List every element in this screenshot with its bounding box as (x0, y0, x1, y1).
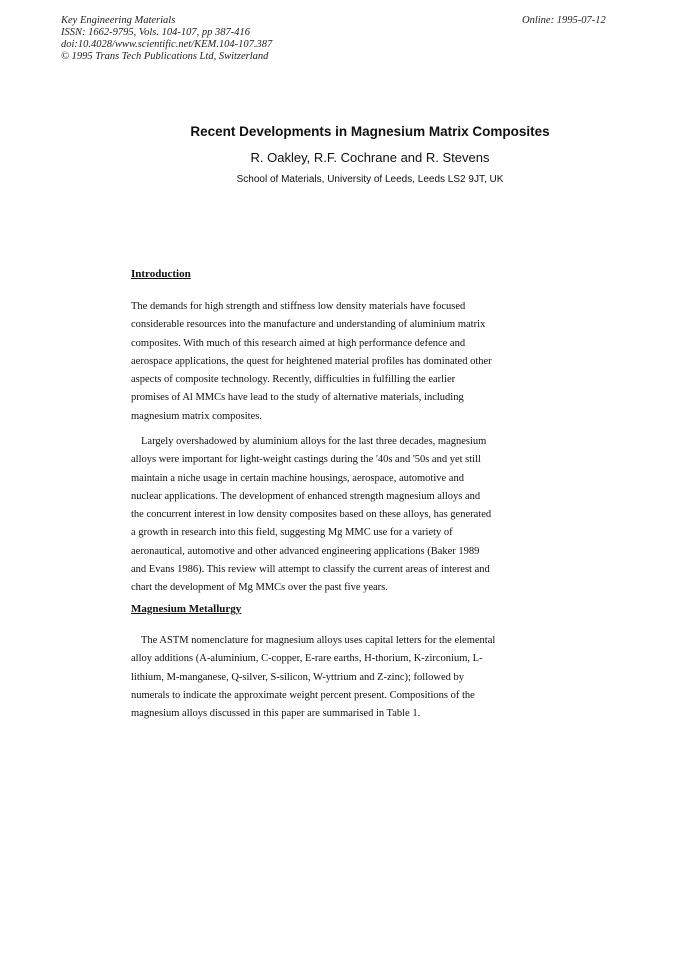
metallurgy-paragraph-1 (131, 632, 521, 723)
journal-name: Key Engineering Materials (61, 15, 176, 26)
text-line: chart the development of Mg MMCs over the past five years. (131, 582, 388, 594)
text-line: and Evans 1986). This review will attempt to classify the current areas of interest and (131, 564, 490, 576)
paper-title: Recent Developments in Magnesium Matrix Composites (190, 124, 550, 139)
text-line: a growth in research into this field, suggesting Mg MMC use for a variety of (131, 527, 453, 539)
journal-header (61, 15, 272, 63)
text-line: Largely overshadowed by aluminium alloys for the last three decades, magnesium (141, 436, 487, 447)
journal-copyright: © 1995 Trans Tech Publications Ltd, Switzerland (61, 51, 269, 62)
text-line: alloy additions (A-aluminium, C-copper, E-rare earths, H-thorium, K-zirconium, L- (131, 653, 483, 665)
text-line: numerals to indicate the approximate weight percent present. Compositions of the (131, 689, 475, 701)
text-line: magnesium alloys discussed in this paper are summarised in Table 1. (131, 708, 421, 720)
journal-issn: ISSN: 1662-9795, Vols. 104-107, pp 387-416 (61, 27, 250, 38)
text-line: magnesium matrix composites. (131, 410, 262, 422)
intro-paragraph-1 (131, 298, 521, 426)
text-line: considerable resources into the manufacture and understanding of aluminium matrix (131, 319, 486, 331)
section-heading-introduction: Introduction (131, 268, 191, 280)
journal-doi: doi:10.4028/www.scientific.net/KEM.104-107.387 (61, 39, 273, 50)
paper-affiliation: School of Materials, University of Leeds, Leeds LS2 9JT, UK (236, 174, 504, 185)
text-line: The ASTM nomenclature for magnesium alloys uses capital letters for the elemental (141, 635, 496, 646)
text-line: composites. With much of this research aimed at high performance defence and (131, 337, 466, 349)
text-line: the concurrent interest in low density composites based on these alloys, has generated (131, 509, 492, 521)
text-line: nuclear applications. The development of enhanced strength magnesium alloys and (131, 490, 481, 502)
text-line: The demands for high strength and stiffness low density materials have focused (131, 301, 466, 312)
paper-authors: R. Oakley, R.F. Cochrane and R. Stevens (250, 150, 490, 165)
text-line: promises of Al MMCs have lead to the study of alternative materials, including (131, 392, 464, 404)
text-line: alloys were important for light-weight castings during the '40s and '50s and yet still (131, 454, 481, 466)
intro-paragraph-2 (131, 433, 521, 598)
text-line: maintain a niche usage in certain machine housings, aerospace, automotive and (131, 472, 464, 484)
text-line: aspects of composite technology. Recently, difficulties in fulfilling the earlier (131, 374, 456, 386)
text-line: lithium, M-manganese, Q-silver, S-silicon, W-yttrium and Z-zinc); followed by (131, 671, 464, 683)
section-heading-magnesium-metallurgy: Magnesium Metallurgy (131, 603, 242, 615)
text-line: aerospace applications, the quest for heightened material profiles has dominated other (131, 355, 492, 367)
online-date: Online: 1995-07-12 (522, 15, 606, 26)
text-line: aeronautical, automotive and other advanced engineering applications (Baker 1989 (131, 545, 480, 557)
